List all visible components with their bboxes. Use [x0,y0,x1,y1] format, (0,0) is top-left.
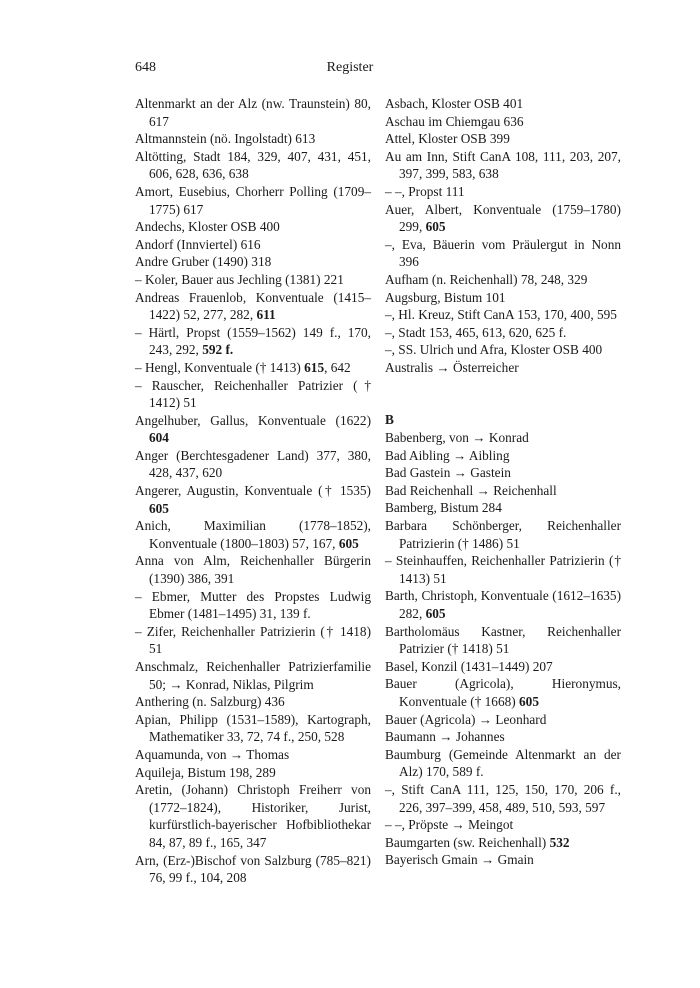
index-entry [385,183,621,201]
index-entry [385,552,621,587]
index-column-right [385,95,621,869]
entry-text: Bayerisch Gmain → Gmain [385,852,534,868]
entry-text: Aquamunda, von → Thomas [135,746,290,762]
entry-text: – –, Pröpste → Meingot [385,817,514,833]
index-entry [135,148,371,183]
entry-text: Asbach, Kloster OSB 401 [385,96,524,111]
index-entry [135,95,371,130]
entry-text: Anna von Alm, Reichenhaller Bürgerin (1390) 386, 391 [135,553,371,587]
index-entry [385,464,621,482]
entry-text: Anthering (n. Salzburg) 436 [135,694,285,710]
index-entry [385,289,621,307]
entry-text: Aretin, (Johann) Christoph Freiherr von (1772–1824), Historiker, Jurist, kurfürstlich-bayerischer Hofbibliothekar 84, 87, 89 f., 165, 347 [135,782,371,850]
entry-text: – Steinhauffen, Reichenhaller Patrizierin († 1413) 51 [385,553,621,586]
bold-page-ref: 611 [256,307,276,323]
index-entry [385,711,621,729]
running-head: Register [326,60,374,75]
index-entry [385,834,621,852]
bold-page-ref: 605 [519,694,539,709]
index-entry [385,359,621,377]
index-entry [135,623,371,658]
index-entry [385,851,621,869]
index-entry [135,324,371,359]
entry-text: Apian, Philipp (1531–1589), Kartograph, Mathematiker 33, 72, 74 f., 250, 528 [135,711,371,745]
index-entry [135,764,371,782]
entry-text: Andorf (Innviertel) 616 [135,236,261,252]
entry-text: Anschmalz, Reichenhaller Patrizierfamilie 50; → Konrad, Niklas, Pilgrim [135,659,371,692]
entry-text: Babenberg, von → Konrad [385,430,529,446]
entry-text: Arn, (Erz-)Bischof von Salzburg (785–821) 76, 99 f., 104, 208 [135,852,371,886]
index-entry [135,711,371,746]
entry-text: Bartholomäus Kastner, Reichenhaller Patrizier († 1418) 51 [385,623,621,657]
bold-page-ref: 604 [149,430,169,446]
index-entry [135,253,371,271]
index-entry [135,412,371,447]
entry-text: Augsburg, Bistum 101 [385,289,506,305]
index-entry [385,658,621,676]
entry-text: Andreas Frauenlob, Konventuale (1415–1422) 52, 277, 282, [135,289,371,323]
entry-text: , 642 [324,359,351,375]
index-entry [385,148,621,183]
entry-text: Altmannstein (nö. Ingolstadt) 613 [135,131,316,147]
index-entry [385,746,621,781]
entry-text: Altötting, Stadt 184, 329, 407, 431, 451, 606, 628, 636, 638 [135,148,371,182]
index-entry [135,218,371,236]
entry-text: Bad Reichenhall → Reichenhall [385,482,557,498]
index-entry [385,271,621,289]
index-entry [385,130,621,148]
index-entry [385,236,621,271]
index-entry [135,517,371,552]
index-entry [135,130,371,148]
index-entry [385,623,621,658]
page-number: 648 [135,60,156,75]
entry-text: Andechs, Kloster OSB 400 [135,219,280,235]
entry-text: – –, Propst 111 [385,183,465,199]
index-entry [135,658,371,693]
index-entry [385,482,621,500]
index-entry [135,693,371,711]
index-entry [385,113,621,131]
entry-text: –, Eva, Bäuerin vom Präulergut in Nonn 396 [385,236,621,270]
entry-text: Auer, Albert, Konventuale (1759–1780) 299, [385,201,621,235]
entry-text: Attel, Kloster OSB 399 [385,131,510,147]
index-entry [135,271,371,289]
index-entry [385,201,621,236]
entry-text: Aquileja, Bistum 198, 289 [135,764,276,780]
index-entry [385,324,621,342]
entry-text: Anger (Berchtesgadener Land) 377, 380, 428, 437, 620 [135,447,371,481]
index-entry [135,289,371,324]
index-entry [385,675,621,710]
bold-page-ref: 605 [338,535,359,551]
entry-text: Bauer (Agricola), Hieronymus, Konventuale († 1668) [385,676,621,709]
index-entry [135,482,371,517]
index-entry [135,183,371,218]
index-entry [385,728,621,746]
section-gap [385,377,621,411]
index-entry [385,517,621,552]
index-entry [385,816,621,834]
entry-text: –, Stadt 153, 465, 613, 620, 625 f. [385,324,567,340]
entry-text: Aufham (n. Reichenhall) 78, 248, 329 [385,271,588,287]
index-entry [135,236,371,254]
entry-text: Anich, Maximilian (1778–1852), Konventuale (1800–1803) 57, 167, [135,518,371,551]
entry-text: Bauer (Agricola) → Leonhard [385,711,547,727]
entry-text: – Hengl, Konventuale († 1413) [135,359,305,375]
entry-text: Angerer, Augustin, Konventuale († 1535) [135,483,371,499]
index-entry [385,429,621,447]
index-entry [135,852,371,887]
bold-page-ref: 532 [549,834,570,850]
bold-page-ref: 605 [425,606,446,622]
bold-page-ref: 615 [304,359,325,375]
bold-page-ref: 605 [149,500,169,516]
index-column-left [135,95,371,887]
index-entry [135,377,371,412]
index-entry [135,746,371,764]
entry-text: – Härtl, Propst (1559–1562) 149 f., 170, 243, 292, [135,324,371,358]
entry-text: – Koler, Bauer aus Jechling (1381) 221 [135,271,344,287]
entry-text: Angelhuber, Gallus, Konventuale (1622) [135,412,371,428]
entry-text: Au am Inn, Stift CanA 108, 111, 203, 207, 397, 399, 583, 638 [385,148,621,182]
entry-text: Basel, Konzil (1431–1449) 207 [385,658,553,674]
bold-page-ref: 605 [425,219,446,235]
entry-text: Bad Gastein → Gastein [385,465,511,481]
entry-text: Altenmarkt an der Alz (nw. Traunstein) 80, 617 [135,96,371,129]
index-entry [385,306,621,324]
entry-text: Barth, Christoph, Konventuale (1612–1635) 282, [385,588,621,622]
bold-page-ref: B [385,411,394,427]
index-entry [135,552,371,587]
entry-text: Amort, Eusebius, Chorherr Polling (1709–1775) 617 [135,183,371,217]
entry-text: Baumgarten (sw. Reichenhall) [385,834,550,850]
section-letter [385,411,621,429]
entry-text: Andre Gruber (1490) 318 [135,254,272,270]
index-entry [385,587,621,622]
entry-text: –, Hl. Kreuz, Stift CanA 153, 170, 400, 595 [385,307,617,323]
bold-page-ref: 592 f. [202,342,234,358]
index-entry [385,499,621,517]
entry-text: Baumann → Johannes [385,729,505,745]
entry-text: –, Stift CanA 111, 125, 150, 170, 206 f., 226, 397–399, 458, 489, 510, 593, 597 [385,781,621,815]
index-entry [385,341,621,359]
index-entry [135,447,371,482]
index-entry [385,447,621,465]
entry-text: – Ebmer, Mutter des Propstes Ludwig Ebmer (1481–1495) 31, 139 f. [135,588,371,622]
entry-text: –, SS. Ulrich und Afra, Kloster OSB 400 [385,342,603,358]
entry-text: Australis → Österreicher [385,359,519,375]
entry-text: Bamberg, Bistum 284 [385,500,502,516]
index-entry [135,781,371,851]
index-entry [135,588,371,623]
index-entry [385,95,621,113]
entry-text: Barbara Schönberger, Reichenhaller Patrizierin († 1486) 51 [385,518,621,551]
entry-text: Bad Aibling → Aibling [385,447,510,463]
entry-text: – Zifer, Reichenhaller Patrizierin († 1418) 51 [135,623,371,657]
entry-text: Baumburg (Gemeinde Altenmarkt an der Alz) 170, 589 f. [385,746,621,780]
index-entry [385,781,621,816]
entry-text: – Rauscher, Reichenhaller Patrizier († 1412) 51 [135,377,371,411]
index-entry [135,359,371,377]
entry-text: Aschau im Chiemgau 636 [385,113,524,129]
